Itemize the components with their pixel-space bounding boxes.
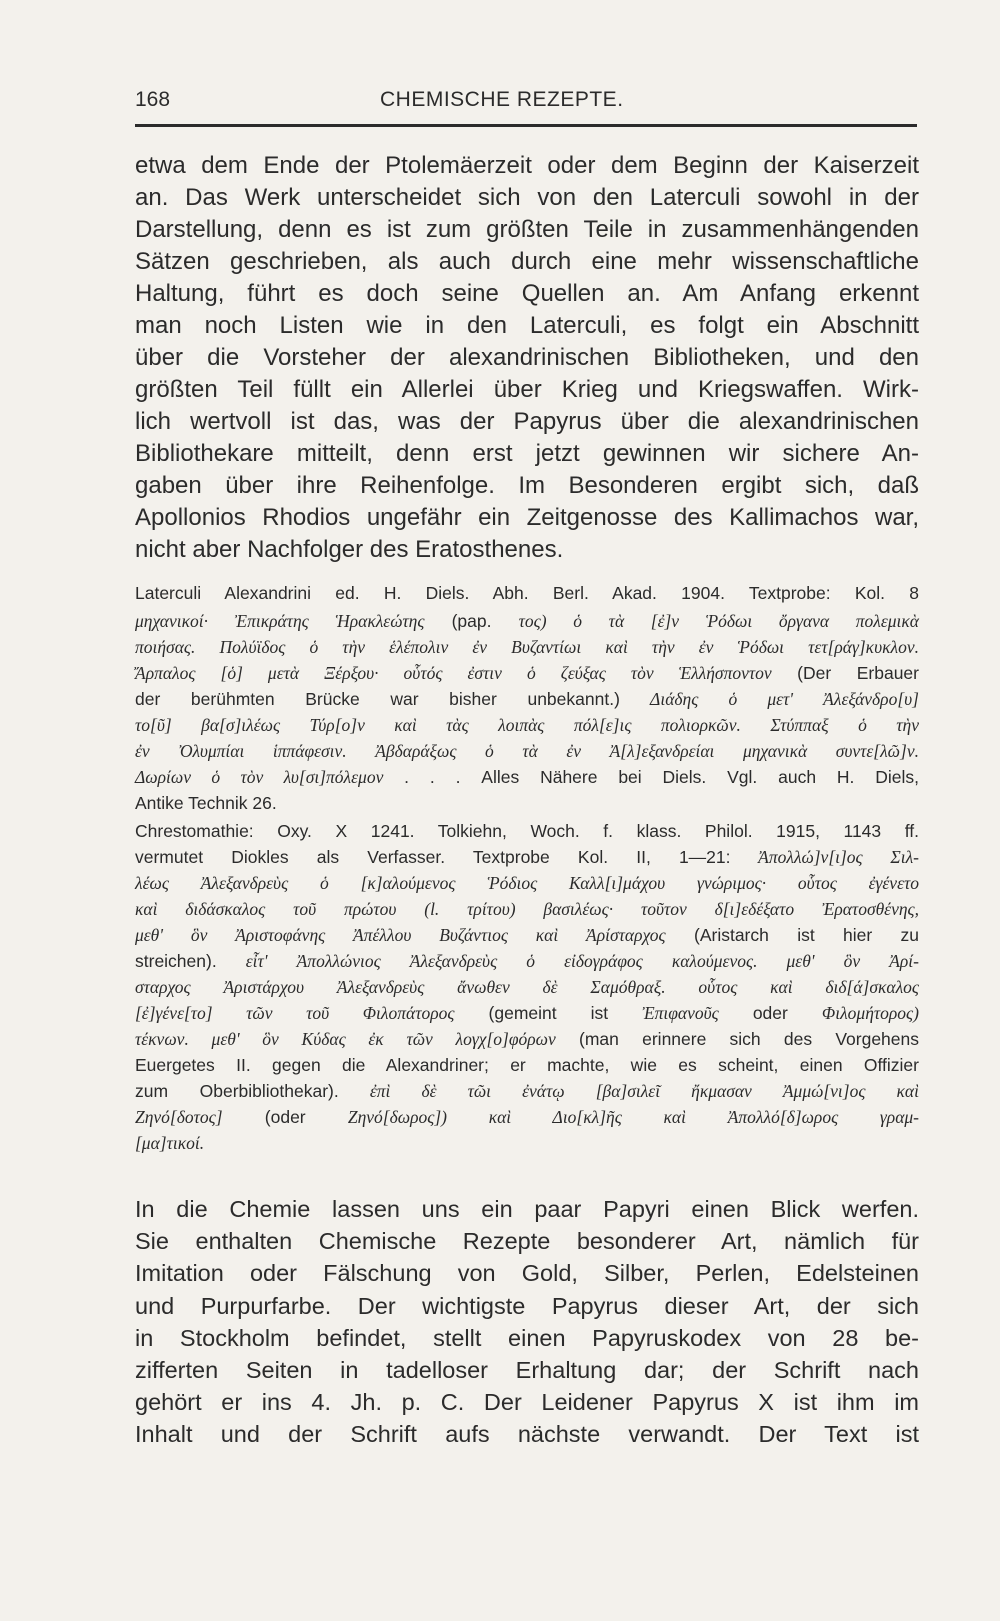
note-line [135,634,919,660]
note-text: (oder [222,1107,348,1127]
note-line [135,974,919,1000]
greek-text: [ἐ]γένε[το] τῶν τοῦ Φιλοπάτορος [135,1003,455,1023]
text-line: Inhalt und der Schrift aufs nächste verwandt. Der Text ist [135,1421,919,1448]
text-line: nicht aber Nachfolger des Eratosthenes. [135,536,564,563]
text-line: etwa dem Ende der Ptolemäerzeit oder dem Beginn der Kaiserzeit [135,152,919,179]
greek-text: Ἄρπαλος [ὁ] μετὰ Ξέρξου· οὗτός ἐστιν ὁ ζεύξας τὸν Ἑλλήσποντον [135,663,772,683]
greek-text: ἐπὶ δὲ τῶι ἐνάτῳ [βα]σιλεῖ ἤκμασαν Ἀμμώ[νι]ος καὶ [338,1081,919,1101]
note-text: streichen). [135,951,217,971]
note-text: (man erinnere sich des Vorgehens [555,1029,919,1049]
note-line [135,870,919,896]
greek-text: Δωρίων ὁ τὸν λυ[σι]πόλεμον [135,767,384,787]
note-text: der berühmten Brücke war bisher unbekannt.) [135,689,620,709]
note-text: (Aristarch ist hier zu [665,925,920,945]
note-line [135,738,919,764]
note-line [135,922,919,948]
note-line [135,948,919,974]
greek-text: καὶ διδάσκαλος τοῦ πρώτου (l. τρίτου) βασιλέως· τοῦτον δ[ι]εδέξατο Ἐρατοσθένης, [135,899,919,919]
greek-text: ἐν Ὀλυμπίαι ἱππάφεσιν. Ἀβδαράξως ὁ τὰ ἐν Ἀ[λ]εξανδρείαι μηχανικὰ συντε[λῶ]ν. [135,741,919,761]
text-line: über die Vorsteher der alexandrinischen Bibliotheken, und den [135,344,919,371]
text-line: Imitation oder Fälschung von Gold, Silber, Perlen, Edelsteinen [135,1260,919,1287]
text-line: Haltung, führt es doch seine Quellen an. Am Anfang erkennt [135,280,919,307]
text-line: Sätzen geschrieben, als auch durch eine mehr wissenschaftliche [135,248,919,275]
greek-text: μηχανικοί· Ἐπικράτης Ἡρακλεώτης [135,611,425,631]
text-line: In die Chemie lassen uns ein paar Papyri einen Blick werfen. [135,1196,919,1222]
greek-text: λέως Ἀλεξανδρεὺς ὁ [κ]αλούμενος Ῥόδιος Καλλ[ι]μάχου γνώριμος· οὗτος ἐγένετο [135,873,919,893]
page-number: 168 [135,88,171,111]
note-line [135,1078,919,1104]
text-line: größten Teil füllt ein Allerlei über Krieg und Kriegswaffen. Wirk- [135,376,919,403]
greek-text: τος) ὁ τὰ [ἐ]ν Ῥόδωι ὄργανα πολεμικὰ [518,611,919,631]
text-line: und Purpurfarbe. Der wichtigste Papyrus dieser Art, der sich [135,1292,919,1319]
note-text: . . . Alles Nähere bei Diels. Vgl. auch H. Diels, [383,767,920,787]
note-text: (pap. [424,611,519,631]
note-line [135,896,919,922]
note-line [135,1000,919,1026]
note-line: Chrestomathie: Oxy. X 1241. Tolkiehn, Woch. f. klass. Philol. 1915, 1143 ff. [135,821,919,841]
note-line: Euergetes II. gegen die Alexandriner; er machte, wie es scheint, einen Offizier [135,1055,919,1075]
greek-text: εἶτ' Ἀπολλώνιος Ἀλεξανδρεὺς ὁ εἰδογράφος καλούμενος. μεθ' ὃν Ἀρί- [216,951,919,971]
running-head: CHEMISCHE REZEPTE. [380,88,624,111]
header-rule [135,124,917,127]
notes-section [135,580,919,1156]
note-text: (gemeint ist [454,1003,643,1023]
note-text: oder [718,1003,822,1023]
note-text: vermutet Diokles als Verfasser. Textprobe Kol. II, 1—21: [135,847,731,867]
greek-text: Ἐπιφανοῦς [642,1003,719,1023]
text-line: man noch Listen wie in den Laterculi, es folgt ein Abschnitt [135,312,919,339]
greek-text: Ζηνό[δοτος] [135,1107,223,1127]
note-line [135,844,919,870]
text-line: in Stockholm befindet, stellt einen Papyruskodex von 28 be- [135,1324,919,1351]
text-line: gehört er ins 4. Jh. p. C. Der Leidener Papyrus X ist ihm im [135,1389,919,1416]
text-line: Apollonios Rhodios ungefähr ein Zeitgenosse des Kallimachos war, [135,504,919,531]
greek-text: ποιήσας. Πολύϊδος ὁ τὴν ἑλέπολιν ἐν Βυζαντίωι καὶ τὴν ἐν Ῥόδωι τετ[ράγ]κυκλον. [135,637,919,657]
note-line: Antike Technik 26. [135,793,277,813]
closing-paragraph [135,1193,919,1451]
page-header [135,88,917,120]
note-line [135,712,919,738]
note-line [135,764,919,790]
greek-text: Φιλομήτορος) [821,1003,919,1023]
note-line [135,1026,919,1052]
main-paragraph [135,150,919,566]
note-line: Laterculi Alexandrini ed. H. Diels. Abh. Berl. Akad. 1904. Textprobe: Kol. 8 [135,583,919,603]
greek-text: Ἀπολλώ]ν[ι]ος Σιλ- [730,847,919,867]
note-text: zum Oberbibliothekar). [135,1081,339,1101]
text-line: lich wertvoll ist das, was der Papyrus über die alexandrinischen [135,408,919,435]
note-line [135,608,919,634]
text-line: gaben über ihre Reihenfolge. Im Besonderen ergibt sich, daß [135,472,919,499]
note-line [135,686,919,712]
greek-text: καὶ Διο[κλ]ῆς καὶ Ἀπολλό[δ]ωρος γραμ- [446,1107,919,1127]
note-line [135,1104,919,1130]
greek-text: Ζηνό[δωρος]) [347,1107,447,1127]
text-line: Darstellung, denn es ist zum größten Teile in zusammenhängenden [135,216,919,243]
note-text: (Der Erbauer [771,663,919,683]
text-line: Sie enthalten Chemische Rezepte besonderer Art, nämlich für [135,1228,919,1255]
greek-text: σταρχος Ἀριστάρχου Ἀλεξανδρεὺς ἄνωθεν δὲ Σαμόθραξ. οὗτος καὶ διδ[ά]σκαλος [135,977,919,997]
greek-text: μεθ' ὃν Ἀριστοφάνης Ἀπέλλου Βυζάντιος καὶ Ἀρίσταρχος [135,925,666,945]
greek-text: τέκνων. μεθ' ὃν Κύδας ἐκ τῶν λογχ[ο]φόρων [135,1029,556,1049]
text-line: an. Das Werk unterscheidet sich von den Laterculi sowohl in der [135,184,919,211]
note-line [135,660,919,686]
greek-text: το[ῦ] βα[σ]ιλέως Τύρ[ο]ν καὶ τὰς λοιπὰς πόλ[ε]ις πολιορκῶν. Στύππαξ ὁ τὴν [135,715,919,735]
text-line: Bibliothekare mitteilt, denn erst jetzt gewinnen wir sichere An- [135,440,919,467]
note-line [135,1130,919,1156]
text-line: zifferten Seiten in tadelloser Erhaltung dar; der Schrift nach [135,1356,919,1383]
greek-text: [μα]τικοί. [135,1133,205,1153]
greek-text: Διάδης ὁ μετ' Ἀλεξάνδρο[υ] [619,689,919,709]
